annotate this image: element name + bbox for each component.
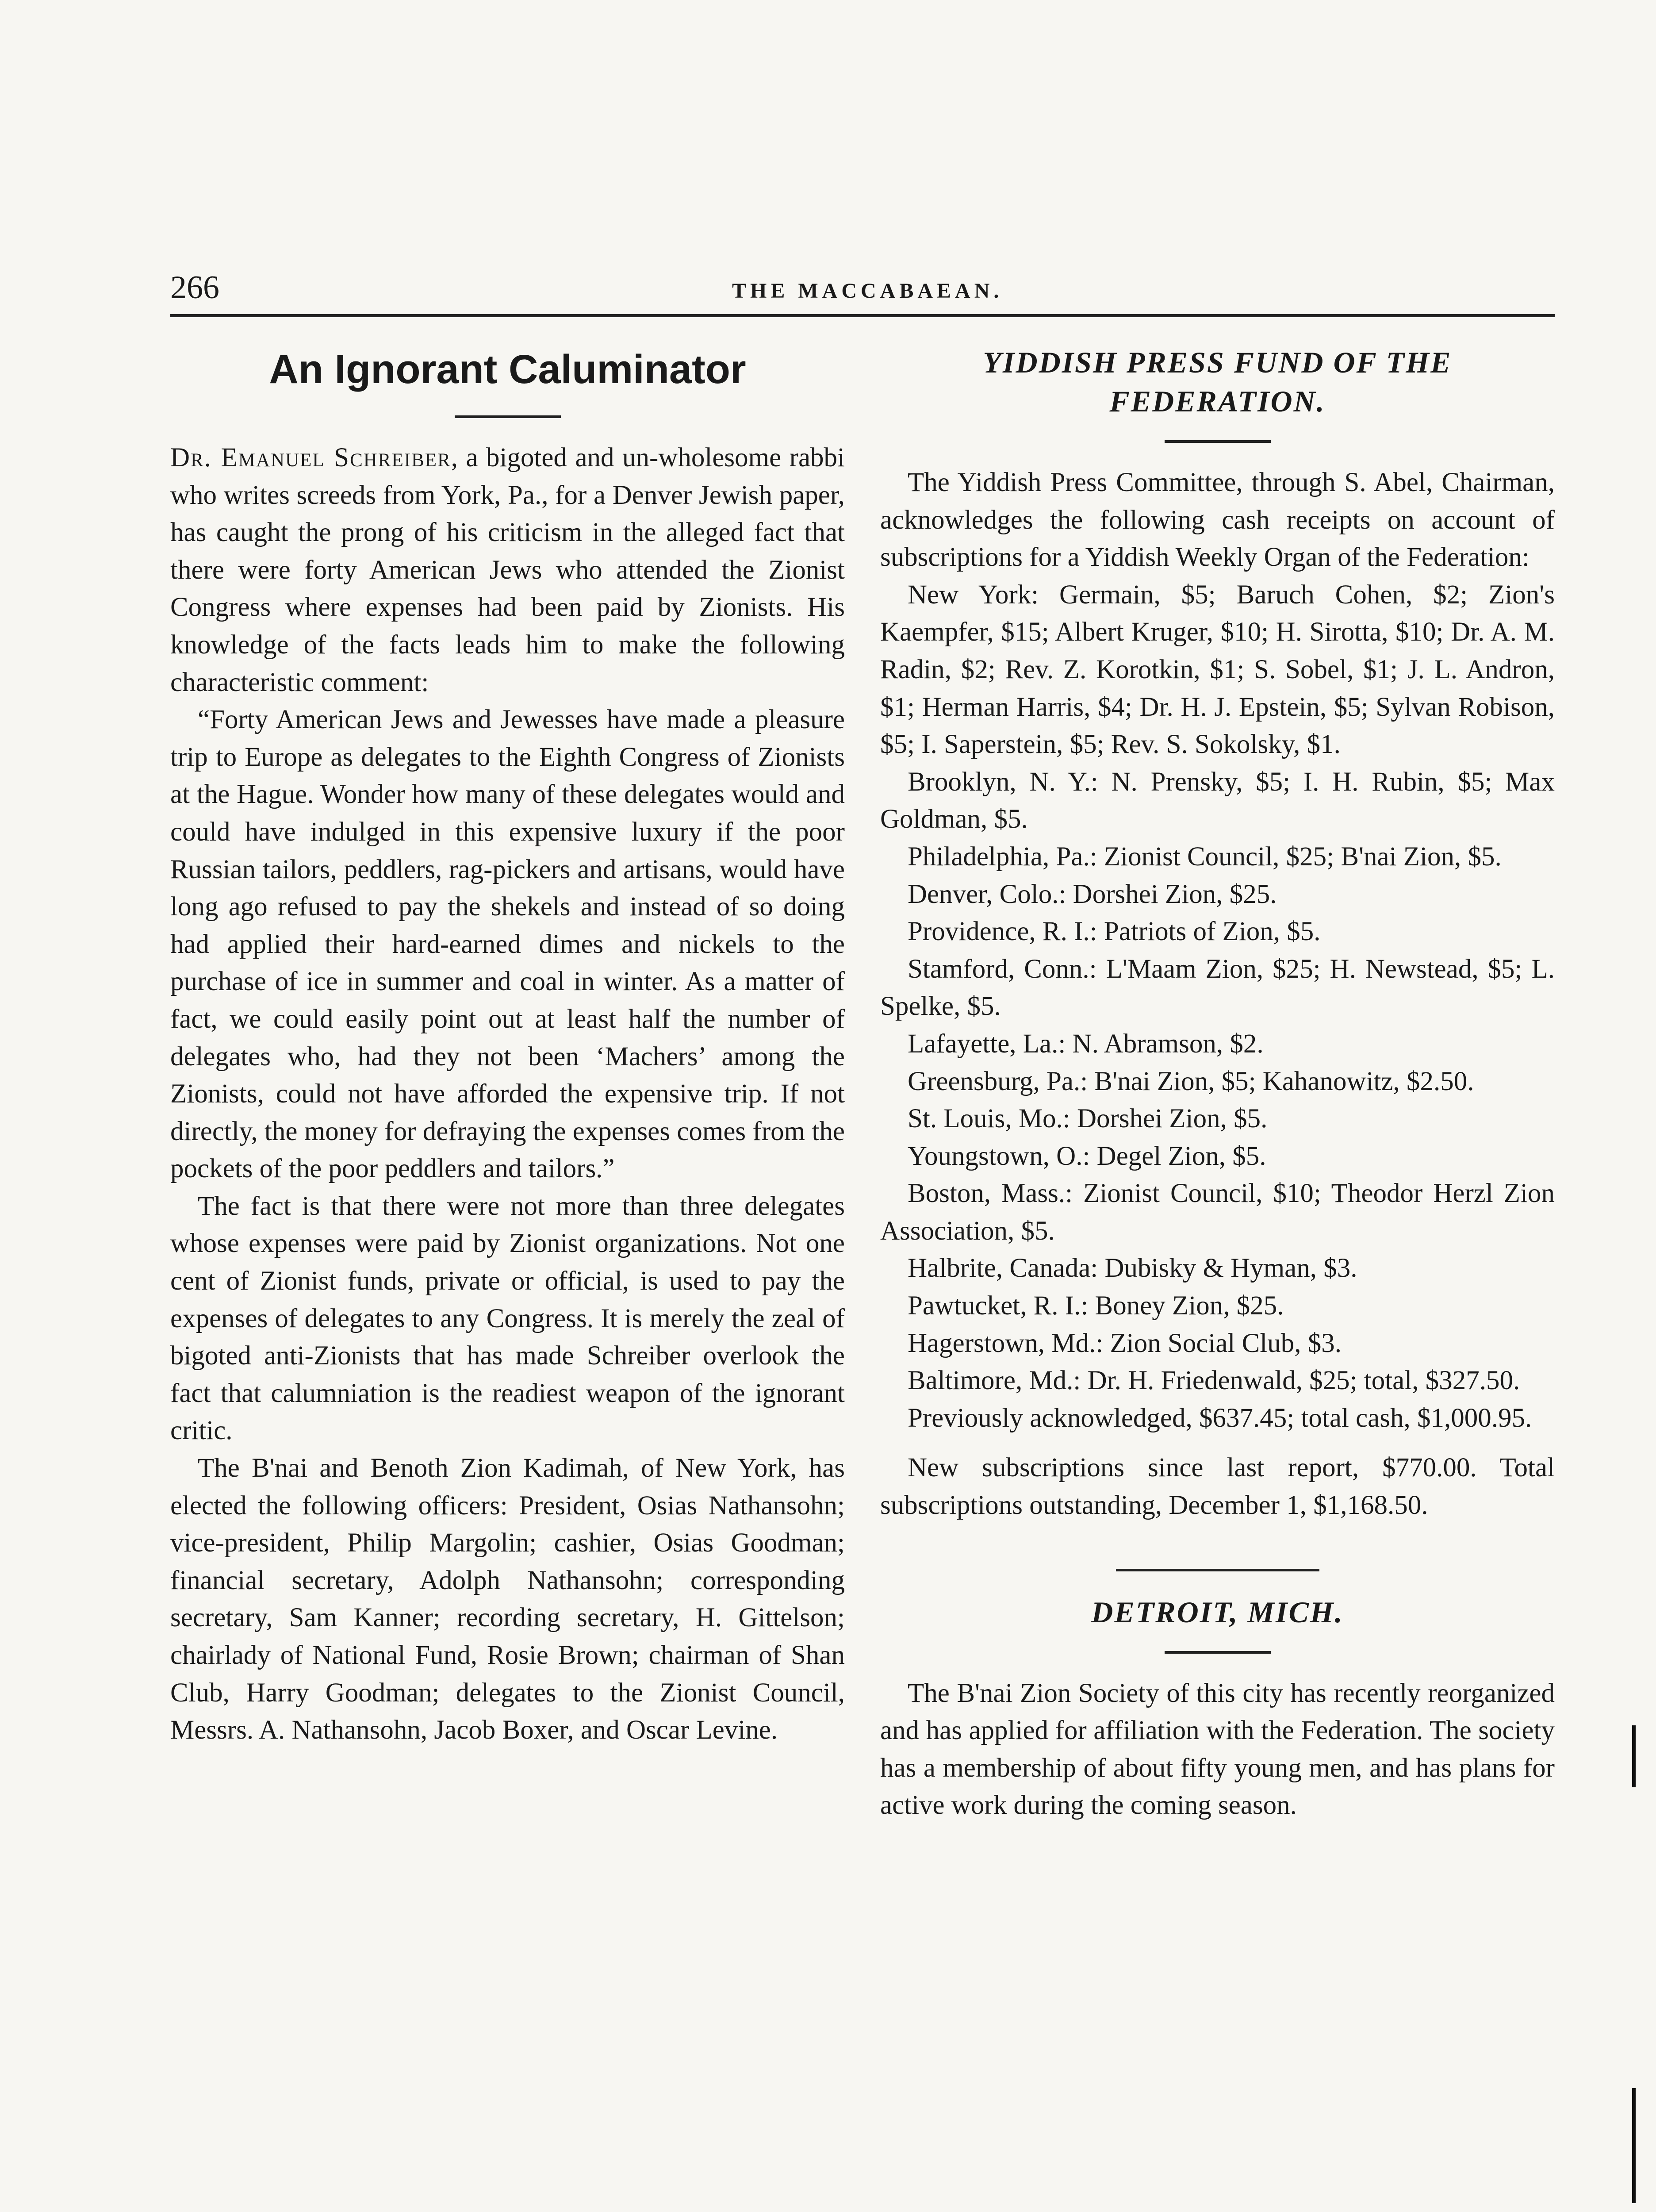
officers-paragraph: The B'nai and Benoth Zion Kadimah, of New York, has elected the following officers: President, Osias Nathansohn; vice-president, Philip Margolin; cashier, Osias Goodman; financial secretary, Adolph Nathansohn; corresponding secretary, Sam Kanner; recording secretary, H. Gittelson; chairlady of National Fund, Rosie Brown; chairman of Shan Club, Harry Goodman; delegates to the Zionist Council, Messrs. A. Nathansohn, Jacob Boxer, and Oscar Levine. [170, 1453, 845, 1745]
receipt-line: Baltimore, Md.: Dr. H. Friedenwald, $25; total, $327.50. [908, 1366, 1520, 1396]
receipt-line: Brooklyn, N. Y.: N. Prensky, $5; I. H. Rubin, $5; Max Goldman, $5. [880, 767, 1555, 834]
receipt-line: Denver, Colo.: Dorshei Zion, $25. [908, 879, 1277, 909]
receipt-line: Previously acknowledged, $637.45; total cash, $1,000.95. [908, 1403, 1532, 1433]
subscriptions-note: New subscriptions since last report, $770.00. Total subscriptions outstanding, December 1, $1,168.50. [880, 1453, 1555, 1521]
receipt-line: Providence, R. I.: Patriots of Zion, $5. [908, 917, 1321, 947]
fund-intro: The Yiddish Press Committee, through S. Abel, Chairman, acknowledges the following cash receipts on account of subscriptions for a Yiddish Weekly Organ of the Federation: [880, 468, 1555, 572]
receipt-line: Youngstown, O.: Degel Zion, $5. [908, 1141, 1266, 1171]
running-head: THE MACCABAEAN. [732, 279, 1003, 303]
article-paragraph-1-text: , a bigoted and un-wholesome rabbi who writes screeds from York, Pa., for a Denver Jewish paper, has caught the prong of his criticism in the alleged fact that there were forty American Jews who attended the Zionist Congress where expenses had been paid by Zionists. His knowledge of the facts leads him to make the following characteristic comment: [170, 443, 845, 697]
detroit-rule [1165, 1651, 1271, 1654]
receipt-line: Greensburg, Pa.: B'nai Zion, $5; Kahanowitz, $2.50. [908, 1066, 1474, 1096]
scan-margin-mark [1632, 1725, 1636, 1787]
receipt-line: Philadelphia, Pa.: Zionist Council, $25; B'nai Zion, $5. [908, 841, 1502, 872]
fund-rule [1165, 440, 1271, 443]
receipt-line: Boston, Mass.: Zionist Council, $10; Theodor Herzl Zion Association, $5. [880, 1179, 1555, 1246]
page-header [170, 265, 1555, 317]
fund-title: YIDDISH PRESS FUND OF THE FEDERATION. [983, 346, 1452, 418]
detroit-paragraph: The B'nai Zion Society of this city has recently reorganized and has applied for affiliation with the Federation. The society has a membership of about fifty young men, and has plans for active work during the coming season. [880, 1678, 1555, 1820]
left-column [170, 343, 845, 1749]
article-paragraph-1 [170, 439, 845, 701]
article-paragraph-3: The fact is that there were not more than three delegates whose expenses were paid by Zionist organizations. Not one cent of Zionist funds, private or official, is used to pay the expenses of delegates to any Congress. It is merely the zeal of bigoted anti-Zionists that has made Schreiber overlook the fact that calumniation is the readiest weapon of the ignorant critic. [170, 1191, 845, 1446]
scan-margin-mark [1632, 2088, 1636, 2203]
article-title: An Ignorant Caluminator [269, 347, 746, 392]
detroit-title: DETROIT, MICH. [1091, 1595, 1344, 1629]
section-divider [1116, 1569, 1319, 1571]
receipt-line: St. Louis, Mo.: Dorshei Zion, $5. [908, 1104, 1268, 1134]
article-quote: “Forty American Jews and Jewesses have made a pleasure trip to Europe as delegates to the Eighth Congress of Zionists at the Hague. Wonder how many of these delegates would and could have indulged in this expensive luxury if the poor Russian tailors, peddlers, rag-pickers and artisans, would have long ago refused to pay the shekels and instead of so doing had applied their hard-earned dimes and nickels to the purchase of ice in summer and coal in winter. As a matter of fact, we could easily point out at least half the number of delegates who, had they not been ‘Machers’ among the Zionists, could not have afforded the expensive trip. If not directly, the money for defraying the expenses comes from the pockets of the poor peddlers and tailors.” [170, 705, 845, 1184]
receipt-line: Hagerstown, Md.: Zion Social Club, $3. [908, 1328, 1342, 1358]
receipt-line: Lafayette, La.: N. Abramson, $2. [908, 1029, 1264, 1059]
title-rule [455, 415, 561, 418]
receipt-line: Halbrite, Canada: Dubisky & Hyman, $3. [908, 1253, 1357, 1283]
right-column [880, 343, 1555, 1824]
receipt-line: New York: Germain, $5; Baruch Cohen, $2; Zion's Kaempfer, $15; Albert Kruger, $10; H. Sirotta, $10; Dr. A. M. Radin, $2; Rev. Z. Korotkin, $1; S. Sobel, $1; J. L. Andron, $1; Herman Harris, $4; Dr. H. J. Epstein, $5; Sylvan Robison, $5; I. Saperstein, $5; Rev. S. Sokolsky, $1. [880, 580, 1555, 760]
receipt-line: Pawtucket, R. I.: Boney Zion, $25. [908, 1291, 1284, 1321]
receipt-line: Stamford, Conn.: L'Maam Zion, $25; H. Newstead, $5; L. Spelke, $5. [880, 954, 1555, 1022]
page-number: 266 [170, 269, 219, 306]
author-name: Dr. Emanuel Schreiber [170, 443, 451, 472]
